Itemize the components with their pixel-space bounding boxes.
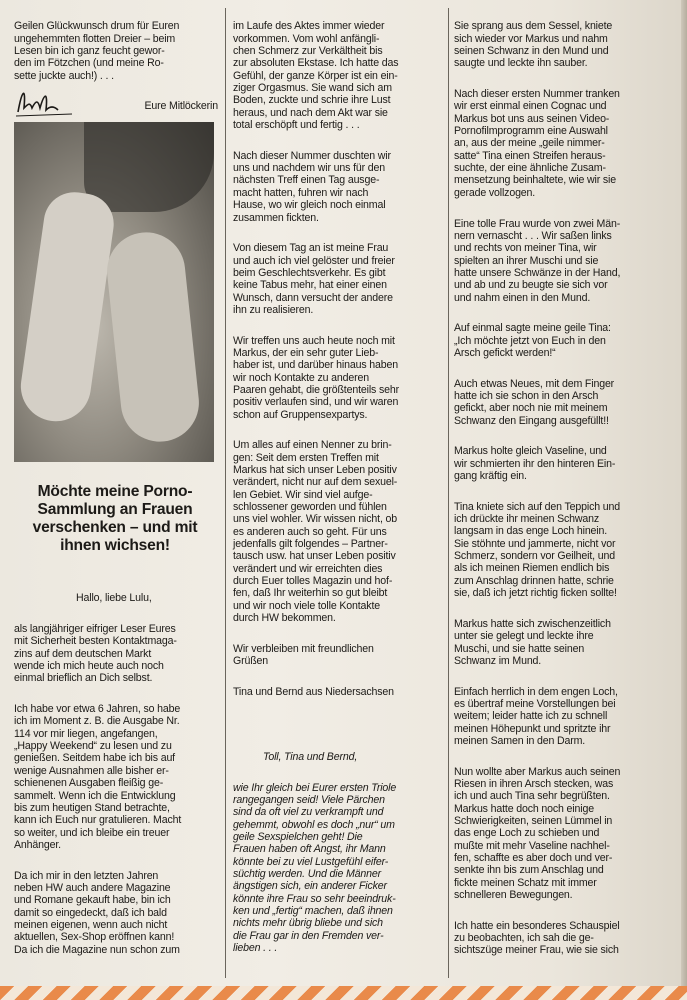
story-paragraph: Eine tolle Frau wurde von zwei Män- nern vernascht . . . Wir saßen links und rechts von meiner Tina, wir spielten an ihrer Muschi und sie hatte unsere Schwänze in der Hand, und ab und zu beugte sie sich vor und nahm einen in den Mund. — [454, 217, 621, 304]
right-column — [454, 8, 670, 975]
story-paragraph: Ich hatte ein besonderes Schauspiel zu beobachten, ich sah die ge- sichtszüge meiner Frau, wie sie sich — [454, 919, 620, 957]
reader-letter-excerpt: Geilen Glückwunsch drum für Euren ungehemmten flotten Dreier – beim Lesen bin ich ganz feucht gewor- den im Fötzchen (und meine Ro- sette juckte auch!) . . . — [14, 20, 180, 82]
story-paragraph: Wir treffen uns auch heute noch mit Markus, der ein sehr guter Lieb- haber ist, und darüber hinaus haben wir noch Kontakte zu anderen Paaren gehabt, die größtenteils sehr positiv verlaufen sind, und wir waren schon auf Gruppensexpartys. — [233, 334, 399, 421]
story-paragraph: Auch etwas Neues, mit dem Finger hatte ich sie schon in den Arsch gefickt, aber noch nie mit meinem Schwanz den Eingang ausgefüllt!! — [454, 377, 615, 427]
reply-greeting: Toll, Tina und Bernd, — [263, 750, 358, 763]
story-paragraph: Einfach herrlich in dem engen Loch, es übertraf meine Vorstellungen bei weitem; leider hatte ich zu schnell meinen Höhepunkt und spritzte ihr meinen Samen in den Darm. — [454, 685, 618, 747]
letter-signoff: Eure Mitlöckerin — [144, 100, 218, 113]
story-paragraph: Nach dieser ersten Nummer tranken wir erst einmal einen Cognac und Markus bot uns aus seinen Video- Pornofilmprogramm eine Auswahl an, aus der meine „geile nimmer- satte“ Tina einen Streifen heraus- suchte, der eine ähnliche Zusam- mensetzung beinhaltete, wie wir sie gerade vollzogen. — [454, 88, 620, 199]
story-paragraph: Tina kniete sich auf den Teppich und ich drückte ihr meinen Schwanz langsam in das enge Loch hinein. Sie stöhnte und jammerte, nicht vor Schmerz, sondern vor Geilheit, und als ich meinen Riemen endlich bis zum Anschlag drinnen hatte, schrie sie, daß ich jetzt richtig ficken sollte! — [454, 500, 620, 600]
letter-paragraph: als langjähriger eifriger Leser Eures mit Sicherheit besten Kontaktmaga- zins auf dem deutschen Markt wende ich mich heute auch noch einmal brieflich an Dich selbst. — [14, 623, 177, 685]
story-paragraph: Auf einmal sagte meine geile Tina: „Ich möchte jetzt von Euch in den Arsch gefickt werden!“ — [454, 322, 611, 359]
reply-text: wie Ihr gleich bei Eurer ersten Triole rangegangen seid! Viele Pärchen sind da oft viel zu verkrampft und gehemmt, obwohl es doch „nur“ um geile Sexspielchen geht! Die Frauen haben oft Angst, ihr Mann könnte bei zu viel Lustgefühl eifer- süchtig werden. Und die Männer ängstigen sich, ein anderer Ficker könnte ihre Frau so sehr beeindruk- ken und „fertig“ machen, daß ihnen nichts mehr übrig bliebe und sich die Frau gar in den Fremden ver- lieben . . . — [233, 781, 397, 955]
story-paragraph: im Laufe des Aktes immer wieder vorkommen. Vom wohl anfängli- chen Schmerz zur Verkältheit bis zur absoluten Ekstase. Ich hatte das Gefühl, der ganze Körper ist ein ein- ziger Orgasmus. Sie wand sich am Boden, zuckte und schrie ihre Lust heraus, und nach dem Akt war sie total erschöpft und fertig . . . — [233, 20, 399, 132]
letter-greeting: Hallo, liebe Lulu, — [76, 592, 152, 605]
story-paragraph: Sie sprang aus dem Sessel, kniete sich wieder vor Markus und nahm seinen Schwanz in den Mund und saugte und leckte ihn sauber. — [454, 20, 613, 70]
left-column-lower — [14, 580, 218, 974]
story-paragraph: Um alles auf einen Nenner zu brin- gen: Seit dem ersten Treffen mit Markus hat sich unser Leben positiv verändert, nicht nur auf dem sexuel- len Gebiet. Wir sind viel aufge- schlossener geworden und fühlen uns viel wohler. Wir wissen nicht, ob es anderen auch so geht. Für uns jedenfalls gilt folgendes – Partner- tausch usw. hat unser Leben positiv verändert und wir erreichten dies durch Euer tolles Magazin und hof- fen, daß Ihr weiterhin so gut bleibt und wir noch viele tolle Kontakte durch HW bekommen. — [233, 439, 398, 625]
story-paragraph: Nun wollte aber Markus auch seinen Riesen in ihren Arsch stecken, was ich und auch Tina sehr begrüßten. Markus hatte doch noch einige Schwierigkeiten, seinen Lümmel in das enge Loch zu schieben und mußte mit mehr Vaseline nachhel- fen, schaffte es aber doch und ver- senkte ihn bis zum Anschlag und fickte meinen Schatz mit immer schnelleren Bewegungen. — [454, 765, 621, 902]
story-paragraph: Wir verbleiben mit freundlichen Grüßen — [233, 642, 374, 668]
page-edge — [681, 0, 687, 1000]
story-paragraph: Markus hatte sich zwischenzeitlich unter sie gelegt und leckte ihre Muschi, und sie hatte seinen Schwanz im Mund. — [454, 617, 611, 667]
letter-paragraph: Ich habe vor etwa 6 Jahren, so habe ich im Moment z. B. die Ausgabe Nr. 114 vor mir liegen, angefangen, „Happy Weekend“ zu lesen und zu genießen. Seitdem habe ich bis auf wenige Ausnahmen alle bisher er- schienenen Ausgaben fleißig ge- sammelt. Wenn ich die Entwicklung bis zum heutigen Stand betrachte, kann ich Euch nur gratulieren. Macht so weiter, und ich bleibe ein treuer Anhänger. — [14, 703, 182, 851]
story-signoff: Tina und Bernd aus Niedersachsen — [233, 685, 394, 698]
signature-icon — [12, 84, 82, 124]
letter-headline: Möchte meine Porno- Sammlung an Frauen verschenken – und mit ihnen wichsen! — [32, 483, 198, 554]
letter-paragraph: Da ich mir in den letzten Jahren neben HW auch andere Magazine und Romane gekauft habe, bin ich damit so eingedeckt, daß ich bald meinen eigenen, wenn auch nicht aktuellen, Sex-Shop eröffnen kann! Da ich die Magazine nun schon zum — [14, 869, 180, 956]
story-paragraph: Markus holte gleich Vaseline, und wir schmierten ihr den hinteren Ein- gang kräftig ein. — [454, 445, 616, 483]
story-paragraph: Von diesem Tag an ist meine Frau und auch ich viel gelöster und freier beim Geschlechtsverkehr. Es gibt keine Tabus mehr, hat einer einen Wunsch, dann versucht der andere ihn zu realisieren. — [233, 242, 395, 316]
column-divider — [448, 8, 449, 978]
photo-image — [14, 122, 214, 462]
story-paragraph: Nach dieser Nummer duschten wir uns und nachdem wir uns für den nächsten Treff einen Tag ausge- macht hatten, fuhren wir nach Hause, wo wir gleich noch einmal zusammen fickten. — [233, 149, 391, 224]
column-divider — [225, 8, 226, 978]
middle-column — [233, 8, 443, 973]
decorative-border — [0, 986, 687, 1000]
